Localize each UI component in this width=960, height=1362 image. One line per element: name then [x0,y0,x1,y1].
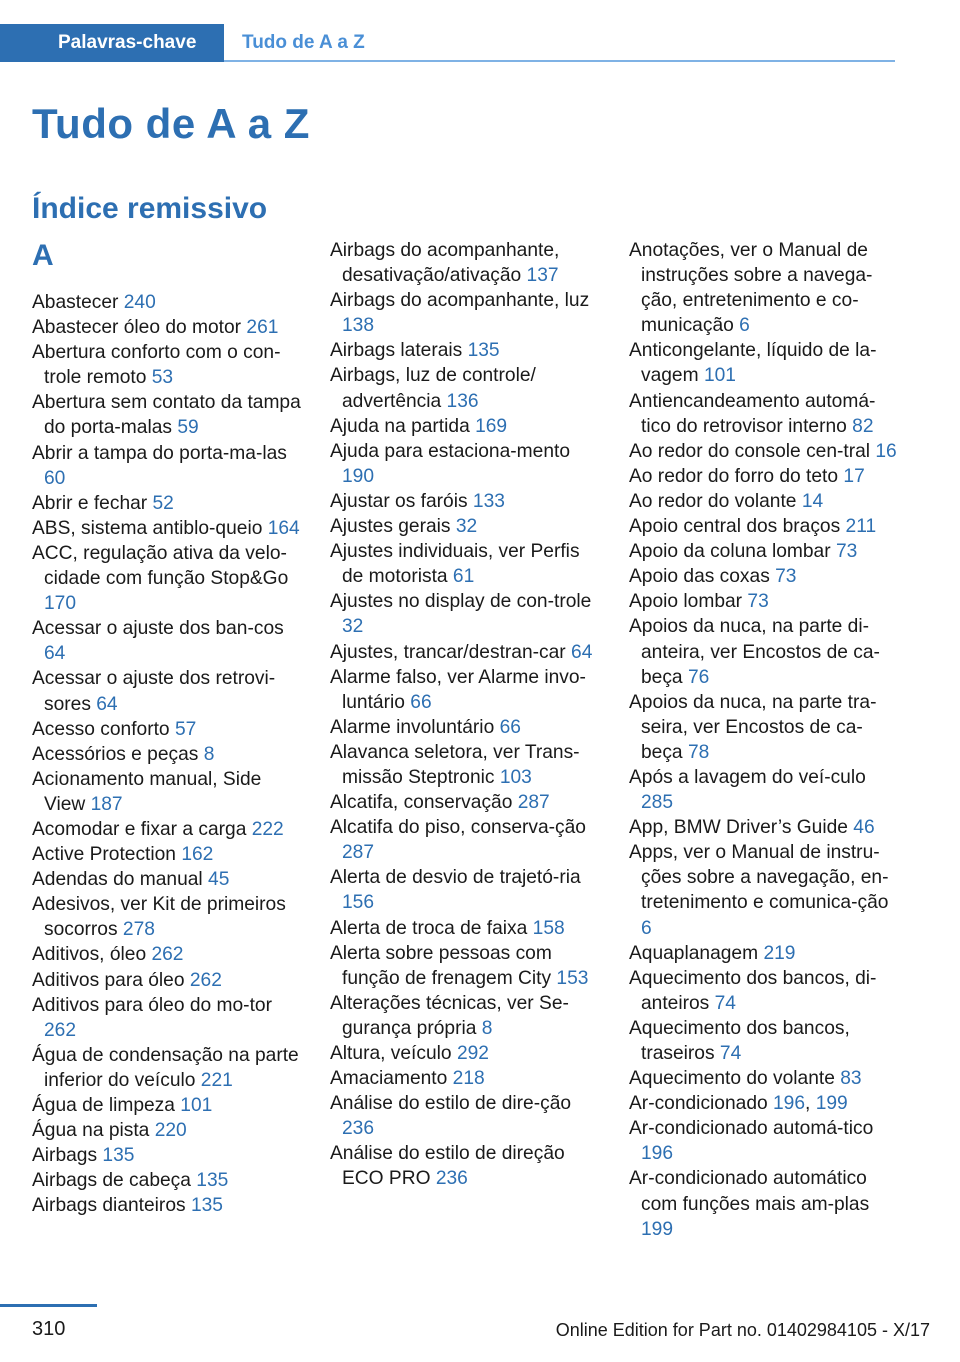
index-term: Apps, ver o Manual de instru‐ções sobre a navegação, en‐tretenimento e comunica‐ção [629,842,889,914]
index-entry [330,991,602,1041]
index-entry [32,441,304,491]
index-entry [330,665,602,715]
index-entry [629,815,901,840]
page-ref-link[interactable]: 101 [180,1095,213,1116]
page-ref-link[interactable]: 32 [455,516,478,538]
page-number: 310 [32,1318,66,1340]
page-ref-link[interactable]: 66 [499,716,521,738]
index-term: Anticongelante, líquido de la‐vagem [629,340,877,387]
index-term: Airbags [32,1145,98,1167]
index-entry [629,840,901,940]
page-ref-link[interactable]: 8 [203,743,215,765]
index-entry [330,715,602,740]
index-term: Ar-condicionado automático com funções mais am‐plas [629,1168,870,1215]
index-term: Abrir a tampa do porta-ma‐las [32,442,287,464]
tab-a-to-z[interactable]: Tudo de A a Z [242,32,365,53]
page-ref-link[interactable]: 103 [499,766,532,788]
index-entry [32,993,304,1043]
section-title: Índice remissivo [32,192,268,225]
index-term: Alavanca seletora, ver Trans‐missão Steptronic [330,741,580,788]
index-entry [330,1091,602,1141]
index-term: Ar-condicionado automá‐tico [629,1118,874,1140]
index-term: Acesso conforto [32,718,170,740]
index-term: Abastecer óleo do motor [32,317,242,339]
page-ref-link[interactable]: 73 [775,566,797,588]
page-ref-link[interactable]: 190 [342,465,375,487]
page-ref-link[interactable]: 199 [641,1218,674,1240]
index-term: Airbags do acompanhante, desativação/ativação [330,240,560,287]
index-term: Adendas do manual [32,869,203,891]
index-entry [629,238,901,338]
index-term: Altura, veículo [330,1043,452,1064]
index-entry [629,564,901,589]
page-ref-link[interactable]: 137 [526,265,559,287]
index-term: Alarme falso, ver Alarme invo‐luntário [330,666,586,713]
page-ref-link[interactable]: 287 [342,842,375,864]
index-entry [32,491,304,516]
index-entry [629,439,901,464]
index-term: Aquecimento dos bancos, traseiros [629,1017,850,1064]
index-column-3 [629,238,901,1242]
page-ref-link[interactable]: 53 [151,367,174,389]
index-term: Aditivos, óleo [32,944,147,966]
page-ref-link[interactable]: 32 [342,616,364,638]
index-entry [330,1141,602,1191]
index-entry [629,338,901,388]
index-entry [629,966,901,1016]
index-term: Após a lavagem do veí‐culo [629,766,866,788]
index-entry [32,516,304,541]
page-ref-link[interactable]: 292 [456,1043,489,1064]
index-entry [330,865,602,915]
page-ref-link[interactable]: 287 [517,792,550,814]
page-ref-link[interactable]: 218 [452,1068,485,1090]
page-ref-link[interactable]: 6 [641,917,652,939]
page-ref-link[interactable]: 135 [467,340,500,362]
index-entry [629,389,901,439]
page-ref-link[interactable]: 196 [773,1093,806,1115]
footer-edition: Online Edition for Part no. 01402984105 - X/17 [555,1320,930,1340]
page-ref-link[interactable]: 73 [747,591,769,613]
header-tabs [0,24,895,62]
page-ref-link[interactable]: 135 [196,1170,229,1192]
index-entry [629,539,901,564]
page-ref-link[interactable]: 220 [154,1120,187,1142]
index-term: Adesivos, ver Kit de primeiros socorros [32,894,286,941]
page-ref-link[interactable]: 135 [190,1195,223,1217]
page-ref-link[interactable]: 14 [801,490,824,512]
page-ref-link[interactable]: 262 [44,1019,77,1041]
index-term: Airbags laterais [330,340,463,362]
page-ref-link[interactable]: 211 [845,516,877,538]
index-term: Airbags, luz de controle/ advertência [330,365,536,412]
index-entry [330,1066,602,1091]
index-entry [629,1166,901,1241]
page-ref-link[interactable]: 196 [641,1143,674,1165]
page-ref-link[interactable]: 222 [251,818,284,840]
index-term: Anotações, ver o Manual de instruções sobre a navega‐ção, entretenimento e co‐municação [629,240,873,337]
index-term: Apoios da nuca, na parte tra‐seira, ver Encostos de ca‐beça [629,691,877,763]
index-column-2 [330,238,602,1192]
index-entry [629,765,901,815]
page-ref-link[interactable]: 64 [96,693,118,715]
index-entry [32,892,304,942]
page-ref-link[interactable]: 74 [719,1043,742,1064]
index-entry [32,1118,304,1143]
index-term: Água na pista [32,1120,150,1142]
index-entry [32,541,304,616]
page-ref-link[interactable]: 262 [189,969,222,991]
index-term: Abrir e fechar [32,492,148,514]
index-term: Antiencandeamento automá‐tico do retrovisor interno [629,390,876,437]
index-term: Apoios da nuca, na parte di‐anteira, ver Encostos de ca‐beça [629,616,880,688]
index-entry [32,315,304,340]
page-ref-link[interactable]: 285 [641,792,674,814]
index-entry [330,238,602,288]
page-ref-link[interactable]: 8 [481,1017,493,1039]
index-entry [330,414,602,439]
index-term: Alerta sobre pessoas com função de frenagem City [330,942,552,989]
index-entry [32,1043,304,1093]
page-ref-link[interactable]: 136 [446,390,479,412]
index-entry [330,338,602,363]
index-entry [629,941,901,966]
index-term: Alarme involuntário [330,716,495,738]
index-entry [330,288,602,338]
page-ref-link[interactable]: 278 [122,919,155,941]
page-ref-link[interactable]: 64 [571,641,593,663]
index-term: Acionamento manual, Side View [32,768,262,815]
index-entry [32,1193,304,1218]
page-ref-link[interactable]: 17 [843,465,865,487]
index-entry [32,717,304,742]
index-term: Apoio central dos braços [629,516,841,538]
index-entry [330,514,602,539]
index-entry [32,742,304,767]
index-entry [330,941,602,991]
index-entry [32,1143,304,1168]
page-ref-link[interactable]: 240 [123,292,156,313]
index-entry [629,514,901,539]
index-term: Aquecimento do volante [629,1068,835,1090]
index-term: Apoio da coluna lombar [629,541,831,563]
index-term: Airbags de cabeça [32,1170,191,1192]
index-entry [330,439,602,489]
page-ref-link[interactable]: 60 [44,467,66,489]
page-ref-link[interactable]: 164 [267,517,300,539]
page-ref-link[interactable]: 236 [435,1168,468,1190]
page-ref-link[interactable]: 158 [532,917,565,939]
page-ref-link[interactable]: 78 [687,741,710,763]
index-term: Ajustar os faróis [330,490,468,512]
index-entry [330,815,602,865]
page-ref-link[interactable]: 74 [714,992,736,1014]
index-entry [330,1041,602,1066]
page-ref-link[interactable]: 82 [852,415,874,437]
index-entry [330,790,602,815]
index-entry [330,740,602,790]
page-ref-link[interactable]: 101 [703,365,736,387]
tab-underline [224,60,895,62]
index-term: Acessórios e peças [32,743,199,765]
index-entry [32,616,304,666]
index-entry [330,589,602,639]
page-ref-link[interactable]: 133 [472,490,505,512]
index-entry [629,464,901,489]
index-term: Abertura sem contato da tampa do porta-malas [32,392,301,439]
index-term: Airbags do acompanhante, luz [330,290,590,312]
index-entry [629,489,901,514]
index-term: Ao redor do console cen‐tral [629,440,871,462]
index-term: Amaciamento [330,1068,448,1090]
index-entry [32,666,304,716]
index-term: Active Protection [32,844,176,866]
index-entry [629,589,901,614]
index-term: Ajustes no display de con‐trole [330,591,592,613]
index-entry [629,1016,901,1066]
index-entry [330,489,602,514]
index-term: Ajustes individuais, ver Perfis de motorista [330,541,580,588]
index-entry [32,968,304,993]
page-ref-link[interactable]: 16 [875,440,897,462]
page-ref-link[interactable]: 199 [815,1093,848,1115]
page-ref-link[interactable]: 170 [44,593,77,615]
index-column-1 [32,238,304,1218]
index-entry [629,1066,901,1091]
page-ref-link[interactable]: 156 [342,892,375,914]
index-term: Abastecer [32,292,119,313]
index-term: Análise do estilo de dire‐ção [330,1093,572,1115]
index-entry [629,614,901,689]
index-entry [32,290,304,315]
index-entry [330,363,602,413]
index-term: Airbags dianteiros [32,1195,186,1217]
index-term: Alcatifa, conservação [330,792,513,814]
index-entry [330,916,602,941]
index-entry [330,539,602,589]
footer-rule [0,1304,97,1307]
page-ref-link[interactable]: 162 [181,844,214,866]
tab-keywords[interactable]: Palavras-chave [0,24,224,62]
index-entry [32,1168,304,1193]
index-term: Ajuda para estaciona‐mento [330,440,570,462]
page-ref-link[interactable]: 135 [102,1145,135,1167]
index-term: Aditivos para óleo [32,969,185,991]
index-term: Água de condensação na parte inferior do veículo [32,1044,299,1091]
page-ref-link[interactable]: 236 [342,1118,375,1140]
page-ref-link[interactable]: 46 [853,817,875,839]
index-term: Acomodar e fixar a carga [32,818,247,840]
index-entry: Ar-condicionado 196, 199 [629,1093,848,1115]
index-term: Análise do estilo de direção ECO PRO [330,1143,565,1190]
index-entry [330,640,602,665]
page-ref-link[interactable]: 52 [152,492,174,514]
index-entry [629,690,901,765]
page-ref-link[interactable]: 76 [687,666,710,688]
index-entry [629,1116,901,1166]
index-term: Alcatifa do piso, conserva‐ção [330,817,586,839]
index-entry [32,817,304,842]
page-ref-link[interactable]: 83 [840,1068,862,1090]
page-ref-link[interactable]: 169 [475,415,508,437]
page-ref-link[interactable]: 187 [90,793,123,815]
index-entry [32,842,304,867]
index-term: Ao redor do volante [629,490,797,512]
index-term: ABS, sistema antiblo‐queio [32,517,263,539]
index-term: Acessar o ajuste dos ban‐cos [32,618,284,640]
index-term: Ao redor do forro do teto [629,465,839,487]
page-ref-link[interactable]: 221 [200,1069,233,1091]
index-term: Alerta de troca de faixa [330,917,528,939]
page-ref-link[interactable]: 262 [151,944,184,966]
page-ref-link[interactable]: 153 [556,967,589,989]
index-term: App, BMW Driver’s Guide [629,817,848,839]
index-term: Ar-condicionado [629,1093,768,1115]
page-ref-link[interactable]: 57 [174,718,197,740]
index-term: Apoio das coxas [629,566,770,588]
index-entry [32,942,304,967]
index-term: Ajustes gerais [330,516,451,538]
page-ref-link[interactable]: 61 [452,566,475,588]
page-title: Tudo de A a Z [32,100,310,147]
index-letter: A [32,239,54,272]
index-entry [32,867,304,892]
index-term: Alterações técnicas, ver Se‐gurança própria [330,992,569,1039]
page-ref-link[interactable]: 261 [246,317,279,339]
index-entry [32,1093,304,1118]
page-ref-link[interactable]: 6 [739,315,750,337]
index-entry [32,390,304,440]
index-term: Ajuda na partida [330,415,470,437]
page-ref-link[interactable]: 73 [835,541,858,563]
index-term: Abertura conforto com o con‐trole remoto [32,342,281,389]
index-term: ACC, regulação ativa da velo‐cidade com função Stop&Go [32,542,289,590]
index-term: Água de limpeza [32,1095,175,1116]
index-term: Ajustes, trancar/destran‐car [330,641,566,663]
index-entry [32,767,304,817]
page-ref-link[interactable]: 64 [44,643,66,665]
index-term: Aditivos para óleo do mo‐tor [32,994,272,1016]
page-ref-link[interactable]: 219 [763,942,796,964]
index-term: Apoio lombar [629,591,743,613]
page-ref-link[interactable]: 66 [410,691,432,713]
page-ref-link[interactable]: 138 [342,315,375,337]
index-term: Alerta de desvio de trajetó‐ria [330,867,581,889]
index-term: Aquecimento dos bancos, di‐anteiros [629,967,877,1014]
index-term: Acessar o ajuste dos retrovi‐sores [32,668,276,715]
page-ref-link[interactable]: 45 [208,869,230,891]
index-term: Aquaplanagem [629,942,759,964]
index-entry [32,340,304,390]
page-ref-link[interactable]: 59 [177,417,199,439]
